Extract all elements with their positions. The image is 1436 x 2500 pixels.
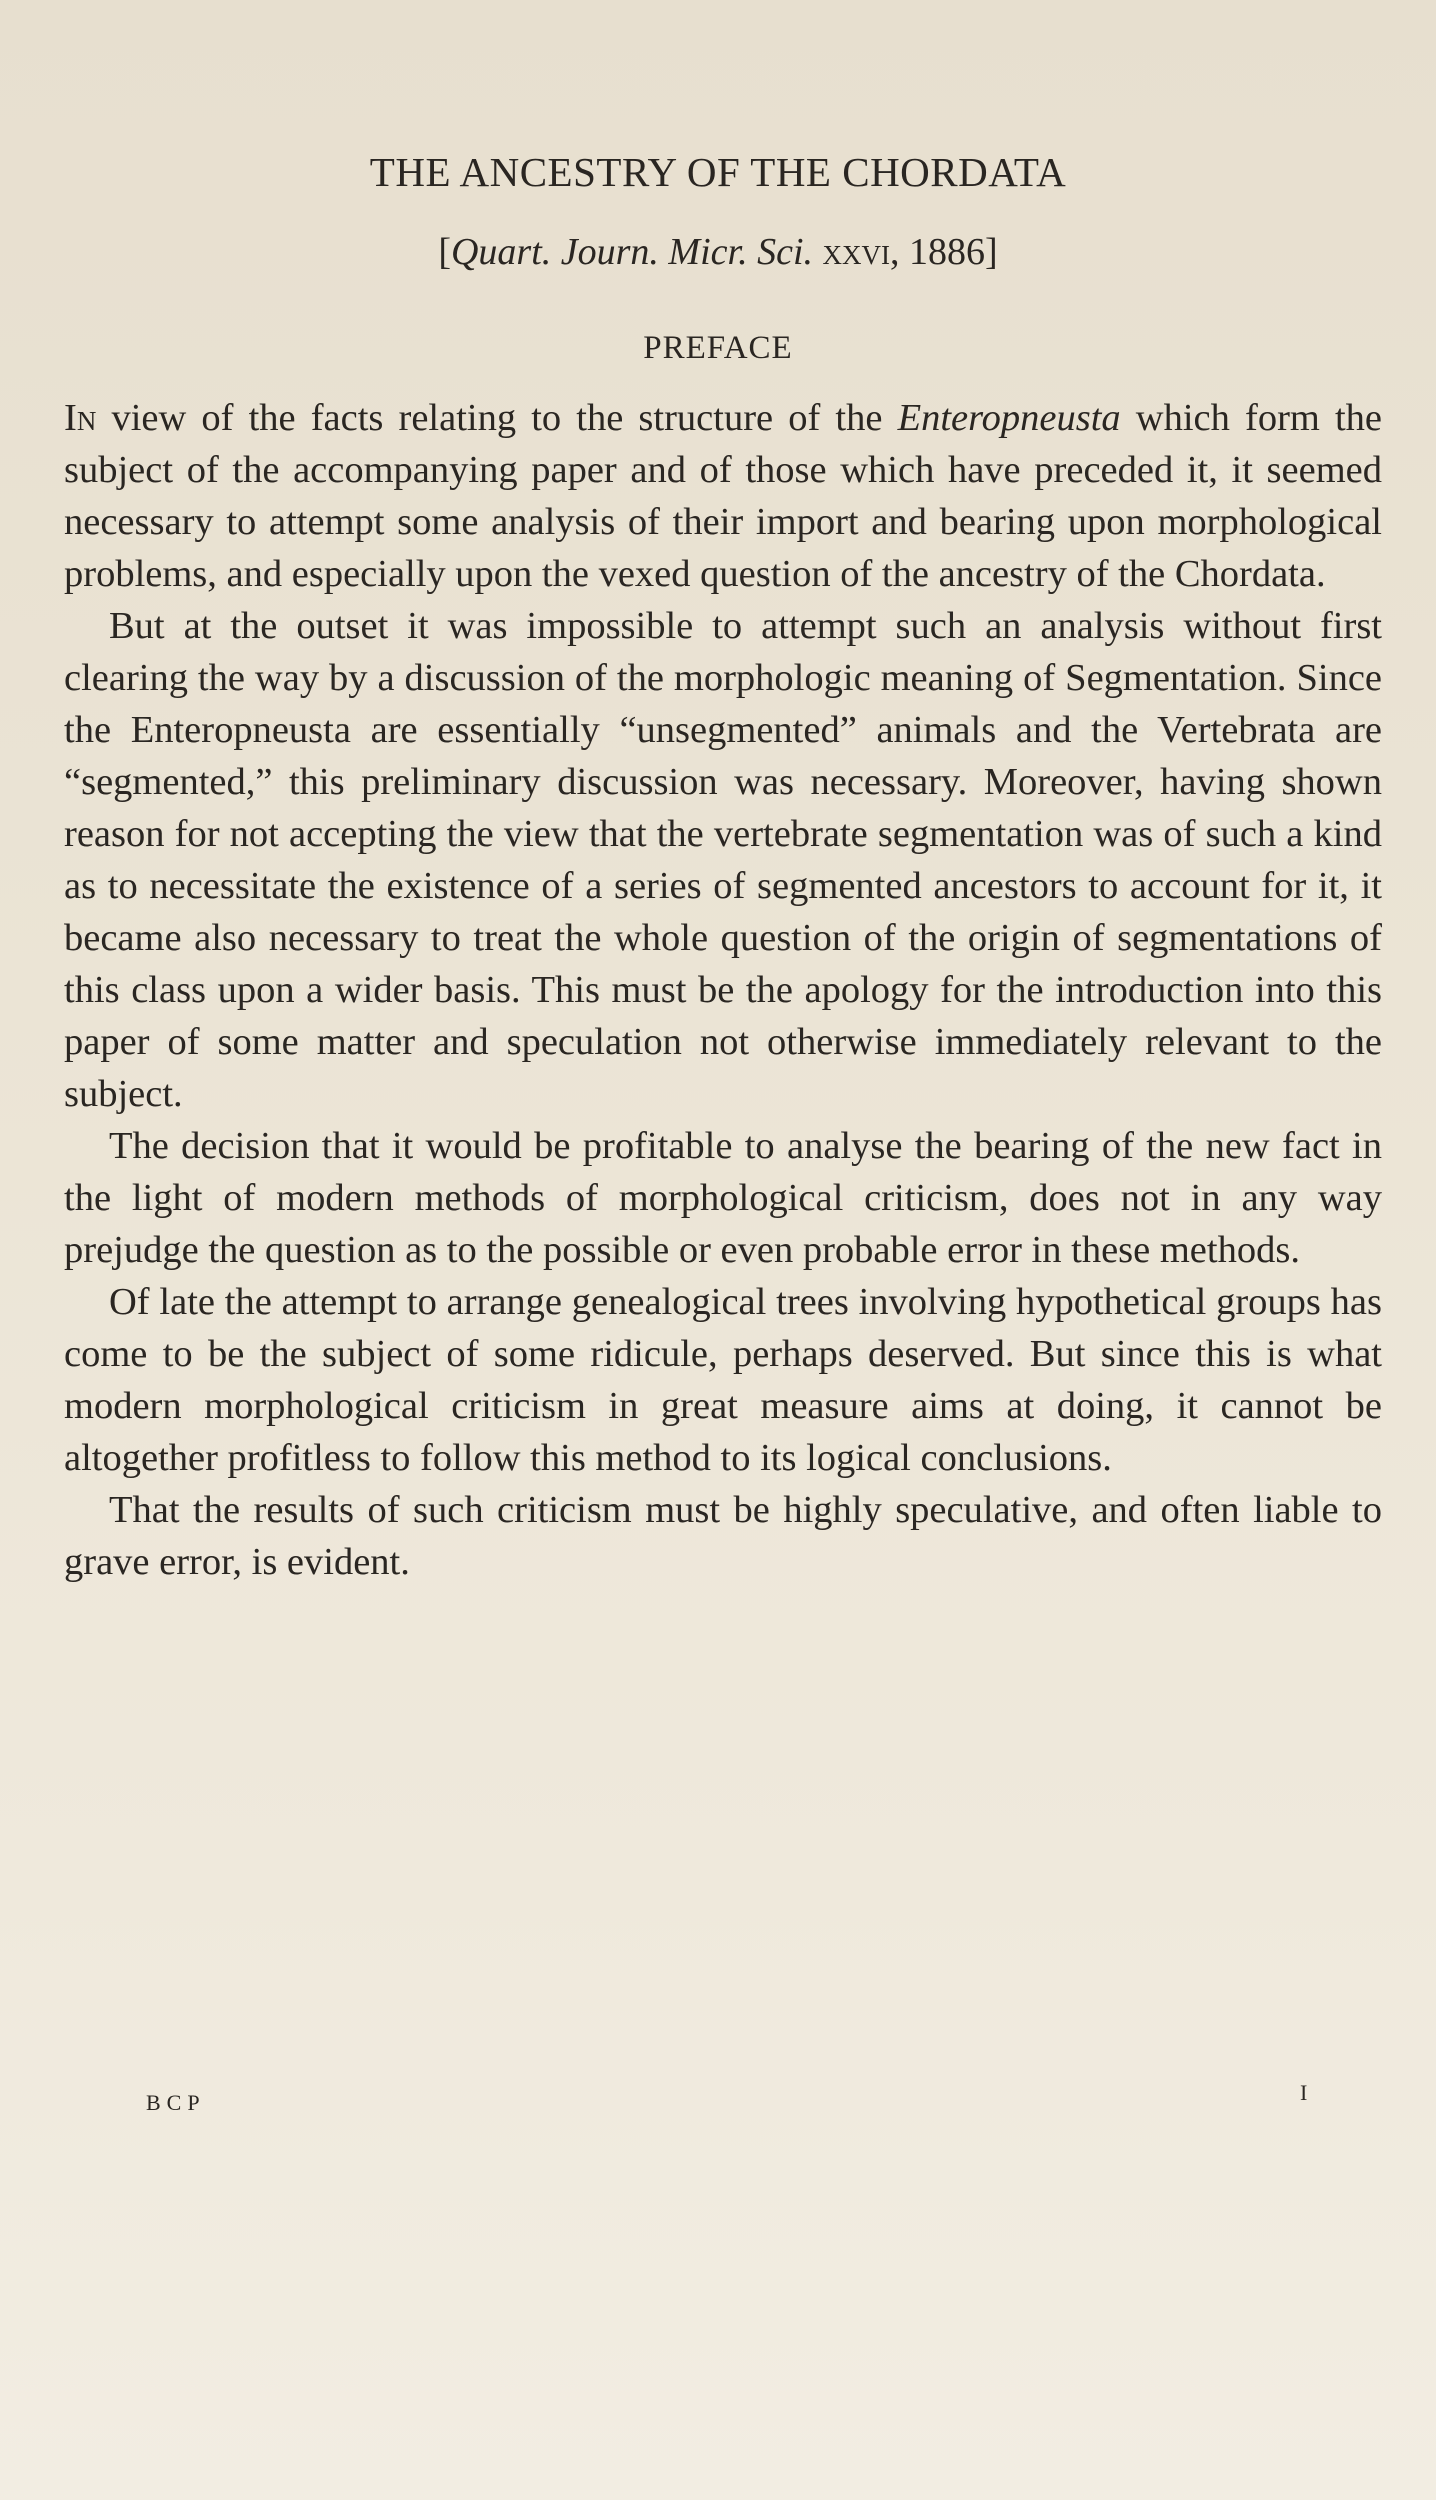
paragraph-1 xyxy=(64,392,1382,600)
citation-year: , 1886] xyxy=(890,231,998,273)
citation-open-bracket: [ xyxy=(438,231,451,273)
signature-mark: BCP xyxy=(146,2090,206,2115)
paragraph-initial: In xyxy=(64,397,97,439)
page-number: I xyxy=(1300,2080,1308,2105)
paragraph-3: The decision that it would be profitable to analyse the bearing of the new fact in the light of modern methods of morphological criticism, does not in any way prejudge the question as to the possible or even probable error in these methods. xyxy=(64,1125,1382,1271)
section-heading: PREFACE xyxy=(643,330,793,366)
citation-volume: xxvi xyxy=(813,231,891,273)
paragraph-4: Of late the attempt to arrange genealogical trees involving hypothetical groups has come to be the subject of some ridicule, perhaps deserved. But since this is what modern morphological criticism in great measure aims at doing, it cannot be altogether profitless to follow this method to its logical conclusions. xyxy=(64,1281,1382,1479)
paragraph-1-part-b: which form the subject of the accompanying paper and of those which have preceded it, it seemed necessary to attempt some analysis of their import and bearing upon morphological problems, and especially upon the vexed question of the ancestry of the Chordata. xyxy=(64,397,1382,595)
paragraph-1-italic: Enteropneusta xyxy=(897,397,1121,439)
journal-citation xyxy=(0,230,1436,274)
article-title: THE ANCESTRY OF THE CHORDATA xyxy=(369,149,1067,195)
body-text xyxy=(64,392,1382,1588)
citation-journal: Quart. Journ. Micr. Sci. xyxy=(450,231,814,273)
paragraph-1-part-a: view of the facts relating to the structure of the xyxy=(96,397,898,439)
paragraph-2: But at the outset it was impossible to attempt such an analysis without first clearing the way by a discussion of the morphologic meaning of Segmentation. Since the Enteropneusta are essentially “unsegmented” animals and the Vertebrata are “segmented,” this preliminary discussion was necessary. Moreover, having shown reason for not accepting the view that the vertebrate segmentation was of such a kind as to necessitate the existence of a series of segmented ancestors to account for it, it became also necessary to treat the whole question of the origin of segmentations of this class upon a wider basis. This must be the apology for the introduction into this paper of some matter and speculation not otherwise immediately relevant to the subject. xyxy=(64,605,1382,1115)
paragraph-5: That the results of such criticism must be highly speculative, and often liable to grave error, is evident. xyxy=(64,1489,1382,1583)
